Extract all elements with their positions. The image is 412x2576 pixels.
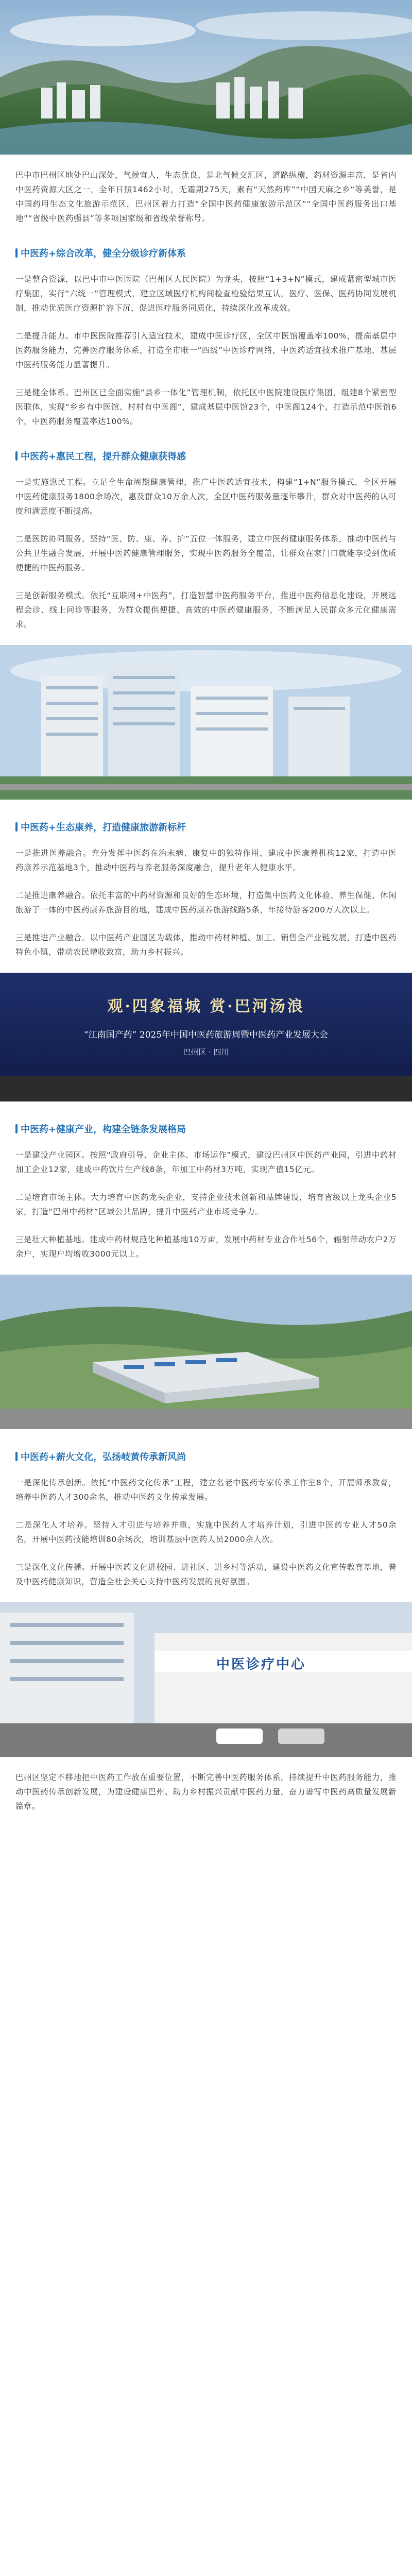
section-5-para-3: 三是深化文化传播。开展中医药文化进校园、进社区、进乡村等活动，建设中医药文化宣传教育基地，普及中医药健康知识，营造全社会关心支持中医药发展的良好氛围。 <box>15 1563 397 1586</box>
banner-line-3: 巴州区 · 四川 <box>183 1047 229 1057</box>
section-4-heading <box>15 1122 397 1136</box>
industrial-park-photo <box>0 1275 412 1429</box>
section-4-para-3: 三是壮大种植基地。建成中药材规范化种植基地10万亩，发展中药材专业合作社56个，辐射带动农户2万余户，实现户均增收3000元以上。 <box>15 1235 397 1259</box>
section-3-para-3: 三是推进产业融合。以中医药产业园区为载体，推动中药材种植、加工、销售全产业链发展，打造中医药特色小镇，带动农民增收致富，助力乡村振兴。 <box>15 933 397 957</box>
section-4-para-2: 二是培育市场主体。大力培育中医药龙头企业，支持企业技术创新和品牌建设，培育省级以上龙头企业5家，打造“巴州中药材”区域公共品牌，提升中医药产业市场竞争力。 <box>15 1193 397 1216</box>
heading-bar-icon <box>15 822 18 832</box>
section-1-heading <box>15 246 397 260</box>
section-3-heading <box>15 820 397 834</box>
heading-bar-icon <box>15 1452 18 1461</box>
intro-paragraph: 巴中市巴州区地处巴山深处，气候宜人，生态优良，是北气候交汇区，道路纵横，药材资源丰富，是省内中医药资源大区之一，全年日照1462小时，无霜期275天，素有“天然药库”“中国天麻之乡”等美誉，是中国药用生态文化旅游示范区，巴州区着力打造“全国中医药健康旅游示范区”“全国中医药服务出口基地”“省级中医药强县”等多项国家级和省级荣誉称号。 <box>15 171 397 223</box>
section-1-para-1: 一是整合资源，以巴中市中医医院（巴州区人民医院）为龙头，按照“1+3+N”模式，建成紧密型城市医疗集团，实行“六统一”管理模式，建立区域医疗机构间检查检验结果互认，医疗、医保、医药协同发展机制，推动优质医疗资源扩容下沉，促进医疗服务同质化，持续深化改革成效。 <box>15 275 397 313</box>
section-5-para-2: 二是深化人才培养。坚持人才引进与培养并重，实施中医药人才培养计划，引进中医药专业人才50余名，开展中医药技能培训80余场次，培训基层中医药人员2000余人次。 <box>15 1520 397 1544</box>
heading-bar-icon <box>15 451 18 461</box>
section-3-para-1: 一是推进医养融合。充分发挥中医药在治未病、康复中的独特作用，建成中医康养机构12家，打造中医药康养示范基地3个，推动中医药与养老服务深度融合，提升老年人健康水平。 <box>15 849 397 872</box>
section-2-para-3: 三是创新服务模式。依托“互联网+中医药”，打造智慧中医药服务平台，推进中医药信息化建设，开展远程会诊、线上问诊等服务，为群众提供便捷、高效的中医药健康服务，不断满足人民群众多元化健康需求。 <box>15 591 397 629</box>
event-banner-photo <box>0 973 412 1101</box>
banner-line-2: “江南国产药” 2025年中国中医药旅游周暨中医药产业发展大会 <box>83 1030 329 1040</box>
section-3-title: 中医药+生态康养，打造健康旅游新标杆 <box>21 822 186 833</box>
hospital-entrance-photo <box>0 1602 412 1757</box>
heading-bar-icon <box>15 1124 18 1133</box>
section-2-title: 中医药+惠民工程，提升群众健康获得感 <box>21 451 186 462</box>
closing-paragraph: 巴州区坚定不移地把中医药工作放在重要位置，不断完善中医药服务体系，持续提升中医药服务能力，推动中医药传承创新发展，为建设健康巴州、助力乡村振兴贡献中医药力量，奋力谱写中医药高质量发展新篇章。 <box>15 1773 397 1811</box>
section-5-heading <box>15 1450 397 1463</box>
section-1-title: 中医药+综合改革，健全分级诊疗新体系 <box>21 248 186 259</box>
banner-line-1: 观·四象福城 赏·巴河汤浪 <box>107 997 305 1015</box>
city-landscape-photo <box>0 0 412 155</box>
heading-bar-icon <box>15 248 18 258</box>
section-2-para-2: 二是医防协同服务。坚持“医、防、康、养、护”五位一体服务，建立中医药健康服务体系，推动中医药与公共卫生融合发展，开展中医药健康管理服务，实现中医药服务全覆盖，让群众在家门口就能享受到优质便捷的中医药服务。 <box>15 534 397 572</box>
section-5-para-1: 一是深化传承创新。依托“中医药文化传承”工程，建立名老中医药专家传承工作室8个，开展师承教育，培养中医药人才300余名，推动中医药文化传承发展。 <box>15 1478 397 1502</box>
section-4-title: 中医药+健康产业，构建全链条发展格局 <box>21 1124 186 1135</box>
section-3-para-2: 二是推进康养融合。依托丰富的中药材资源和良好的生态环境，打造集中医药文化体验、养生保健、休闲旅游于一体的中医药康养旅游目的地，建成中医药康养旅游线路5条，年接待游客200万人次以上。 <box>15 891 397 914</box>
hospital-buildings-photo <box>0 645 412 800</box>
section-2-para-1: 一是实施惠民工程。立足全生命周期健康管理，推广中医药适宜技术，构建“1+N”服务模式，全区开展中医药健康服务1800余场次，惠及群众10万余人次，全区中医药服务量逐年攀升，群众对中医药的认可度和满意度不断提高。 <box>15 478 397 516</box>
section-5-title: 中医药+薪火文化，弘扬岐黄传承新风尚 <box>21 1452 186 1463</box>
section-4-para-1: 一是建设产业园区。按照“政府引导、企业主体、市场运作”模式，建设巴州区中医药产业园，引进中药材加工企业12家，建成中药饮片生产线8条，年加工中药材3万吨，实现产值15亿元。 <box>15 1150 397 1174</box>
hospital-sign-text: 中医诊疗中心 <box>216 1657 306 1672</box>
section-2-heading <box>15 449 397 463</box>
section-1-para-3: 三是健全体系。巴州区已全面实施“县乡一体化”管理机制，依托区中医院建设医疗集团，组建8个紧密型医联体，实现“乡乡有中医馆、村村有中医阁”，建成基层中医馆23个，中医阁124个，打造示范中医馆6个，中医药服务覆盖率达100%。 <box>15 388 397 426</box>
section-1-para-2: 二是提升能力。市中医医院推荐引入适宜技术，建成中医诊疗区，全区中医馆覆盖率100%，提高基层中医药服务能力，完善医疗服务体系，打造全市唯一“四级”中医诊疗网络，中医药适宜技术推广基地，基层中医药服务能力显著提升。 <box>15 331 397 369</box>
